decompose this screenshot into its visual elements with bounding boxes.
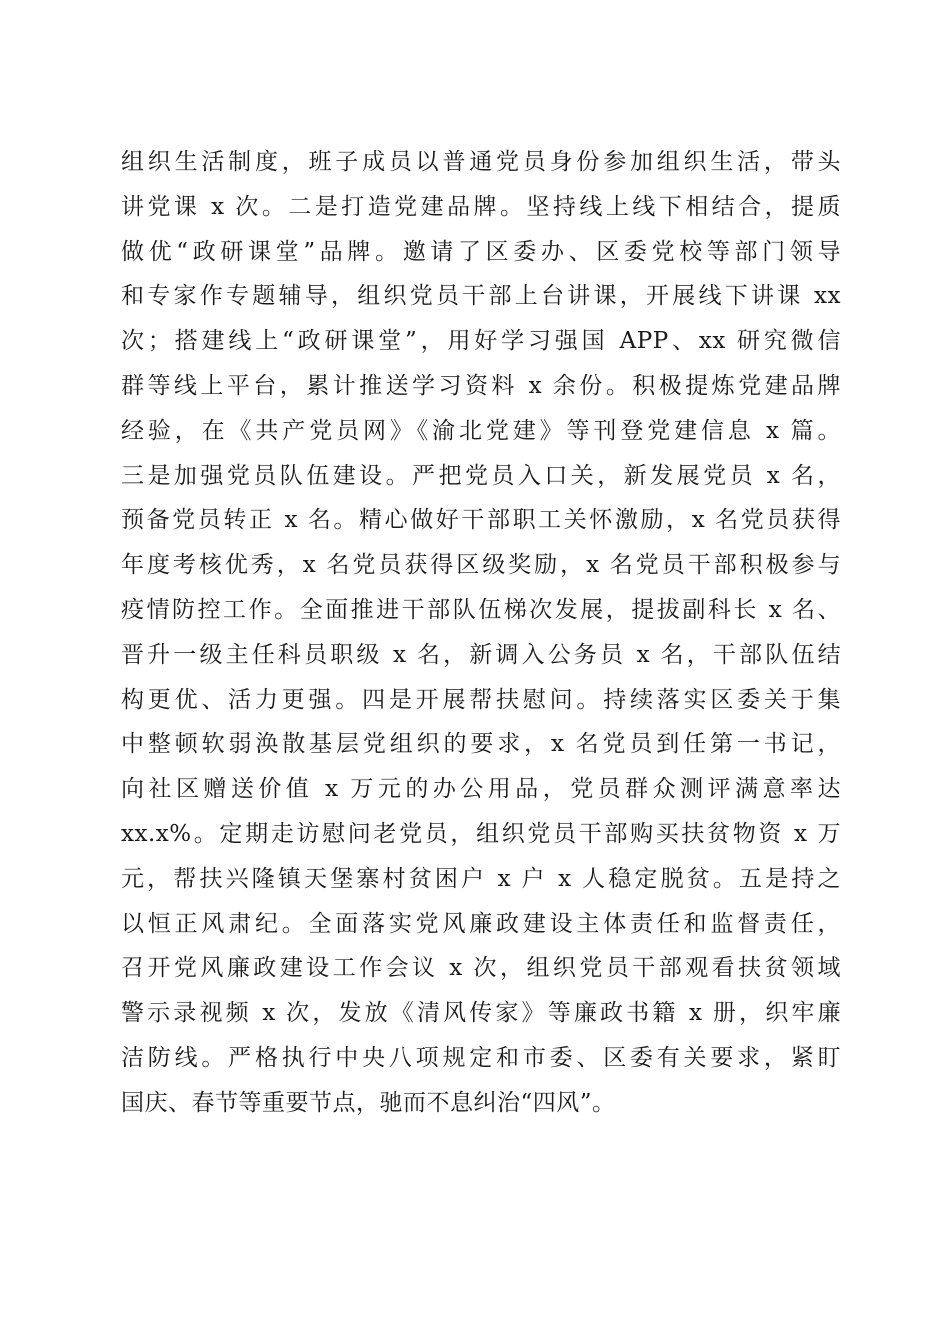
text-line: 讲党课 x 次。二是打造党建品牌。坚持线上线下相结合，提质 xyxy=(121,193,841,220)
text-line: 群等线上平台，累计推送学习资料 x 余份。积极提炼党建品牌 xyxy=(121,372,841,399)
text-line: 元，帮扶兴隆镇天堡寨村贫困户 x 户 x 人稳定脱贫。五是持之 xyxy=(121,865,841,892)
text-line: 警示录视频 x 次，发放《清风传家》等廉政书籍 x 册，织牢廉 xyxy=(121,1000,841,1027)
text-line: 向社区赠送价值 x 万元的办公用品，党员群众测评满意率达 xyxy=(121,776,841,803)
text-line: 预备党员转正 x 名。精心做好干部职工关怀激励，x 名党员获得 xyxy=(121,507,841,534)
text-line: 次；搭建线上“政研课堂”，用好学习强国 APP、xx 研究微信 xyxy=(121,328,841,355)
text-line: 构更优、活力更强。四是开展帮扶慰问。持续落实区委关于集 xyxy=(121,686,841,713)
text-line: 经验，在《共产党员网》《渝北党建》等刊登党建信息 x 篇。 xyxy=(121,417,841,444)
text-line: 三是加强党员队伍建设。严把党员入口关，新发展党员 x 名， xyxy=(121,462,841,489)
text-line: 召开党风廉政建设工作会议 x 次，组织党员干部观看扶贫领域 xyxy=(121,955,841,982)
text-line: 做优“政研课堂”品牌。邀请了区委办、区委党校等部门领导 xyxy=(121,238,841,265)
text-line: 组织生活制度，班子成员以普通党员身份参加组织生活，带头 xyxy=(121,149,841,175)
body-paragraph xyxy=(121,140,841,1126)
text-line: 洁防线。严格执行中央八项规定和市委、区委有关要求，紧盯 xyxy=(121,1044,841,1071)
text-line: 以恒正风肃纪。全面落实党风廉政建设主体责任和监督责任， xyxy=(121,910,841,937)
text-line: 年度考核优秀，x 名党员获得区级奖励，x 名党员干部积极参与 xyxy=(121,552,841,579)
text-line: xx.x%。定期走访慰问老党员，组织党员干部购买扶贫物资 x 万 xyxy=(121,820,841,847)
text-line-last: 国庆、春节等重要节点，驰而不息纠治“四风”。 xyxy=(121,1089,616,1116)
text-line: 疫情防控工作。全面推进干部队伍梯次发展，提拔副科长 x 名、 xyxy=(121,596,841,623)
text-line: 晋升一级主任科员职级 x 名，新调入公务员 x 名，干部队伍结 xyxy=(121,641,841,668)
text-line: 中整顿软弱涣散基层党组织的要求，x 名党员到任第一书记， xyxy=(121,731,841,758)
text-line: 和专家作专题辅导，组织党员干部上台讲课，开展线下讲课 xx xyxy=(121,283,841,310)
